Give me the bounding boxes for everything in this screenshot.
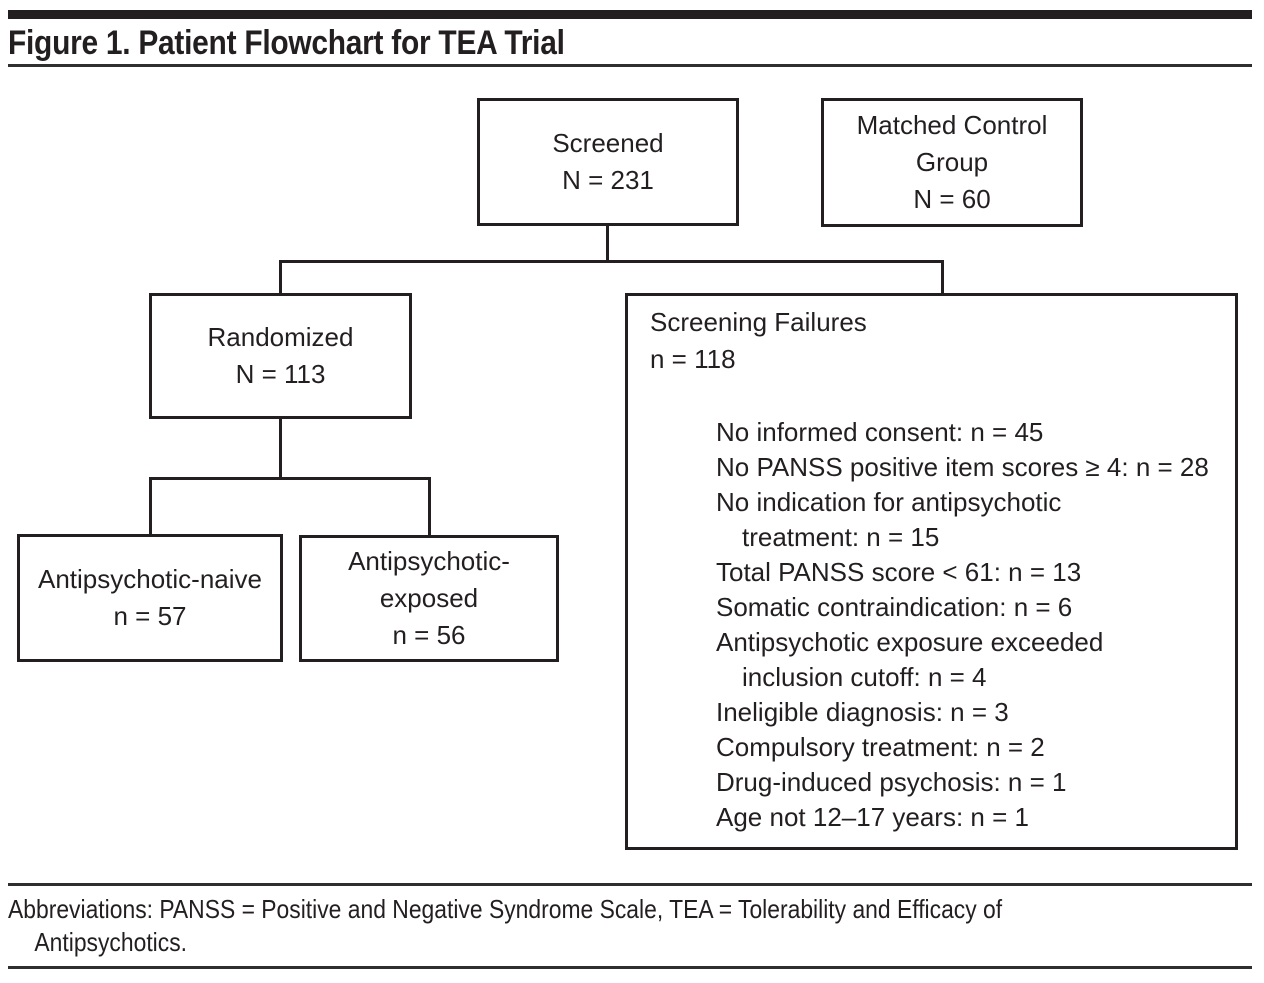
figure-title: Figure 1. Patient Flowchart for TEA Trial	[8, 24, 565, 62]
node-randomized-count: N = 113	[235, 359, 326, 389]
connector-to-naive	[149, 477, 152, 534]
connector-to-screening-failures	[941, 260, 944, 293]
failure-reason-item: Somatic contraindication: n = 6	[716, 592, 1073, 622]
connector-split-horizontal-top	[279, 260, 944, 263]
node-randomized-label: Randomized	[207, 322, 354, 352]
connector-to-randomized	[279, 260, 282, 293]
screening-failures-title: Screening Failures	[650, 307, 867, 337]
node-screened-label: Screened	[552, 128, 664, 158]
node-randomized	[149, 293, 412, 419]
connector-screened-down	[606, 226, 609, 262]
node-matched-count: N = 60	[913, 184, 991, 214]
screening-failures-list	[650, 415, 1225, 835]
title-underline-rule	[8, 64, 1252, 67]
connector-split-horizontal-bottom	[149, 477, 431, 480]
node-naive-label: Antipsychotic-naive	[38, 564, 262, 594]
node-screened-count: N = 231	[562, 165, 654, 195]
footer-abbreviations	[8, 893, 1138, 959]
connector-to-exposed	[428, 477, 431, 535]
footer-abbreviations-line1: Abbreviations: PANSS = Positive and Negative Syndrome Scale, TEA = Tolerability and Efficacy of	[8, 894, 1003, 924]
failure-reason-item-continuation: inclusion cutoff: n = 4	[742, 662, 987, 692]
top-rule-thick	[8, 10, 1252, 19]
node-matched-label-line2: Group	[915, 147, 989, 177]
failure-reason-item: Total PANSS score < 61: n = 13	[716, 557, 1082, 587]
node-screening-failures	[625, 293, 1238, 850]
footer-rule-bottom	[8, 966, 1252, 969]
node-antipsychotic-exposed	[299, 535, 559, 662]
footer-rule-top	[8, 883, 1252, 886]
failure-reason-item-continuation: treatment: n = 15	[742, 522, 940, 552]
failure-reason-item: No PANSS positive item scores ≥ 4: n = 28	[716, 452, 1209, 482]
node-exposed-label-line1: Antipsychotic-	[348, 546, 510, 576]
connector-randomized-down	[279, 419, 282, 480]
failure-reason-item: Antipsychotic exposure exceeded	[716, 627, 1104, 657]
failure-reason-item: No indication for antipsychotic	[716, 487, 1062, 517]
failure-reason-item: Age not 12–17 years: n = 1	[716, 802, 1029, 832]
failure-reason-item: No informed consent: n = 45	[716, 417, 1044, 447]
node-matched-label-line1: Matched Control	[856, 110, 1048, 140]
failure-reason-item: Ineligible diagnosis: n = 3	[716, 697, 1009, 727]
failure-reason-item: Drug-induced psychosis: n = 1	[716, 767, 1067, 797]
failure-reason-item: Compulsory treatment: n = 2	[716, 732, 1045, 762]
node-exposed-count: n = 56	[392, 620, 466, 650]
node-screened	[477, 98, 739, 226]
node-naive-count: n = 57	[113, 601, 187, 631]
node-matched-control-group	[821, 98, 1083, 227]
node-exposed-label-line2: exposed	[379, 583, 479, 613]
node-antipsychotic-naive	[17, 534, 283, 662]
footer-abbreviations-line2: Antipsychotics.	[34, 927, 187, 957]
screening-failures-count: n = 118	[650, 344, 736, 374]
